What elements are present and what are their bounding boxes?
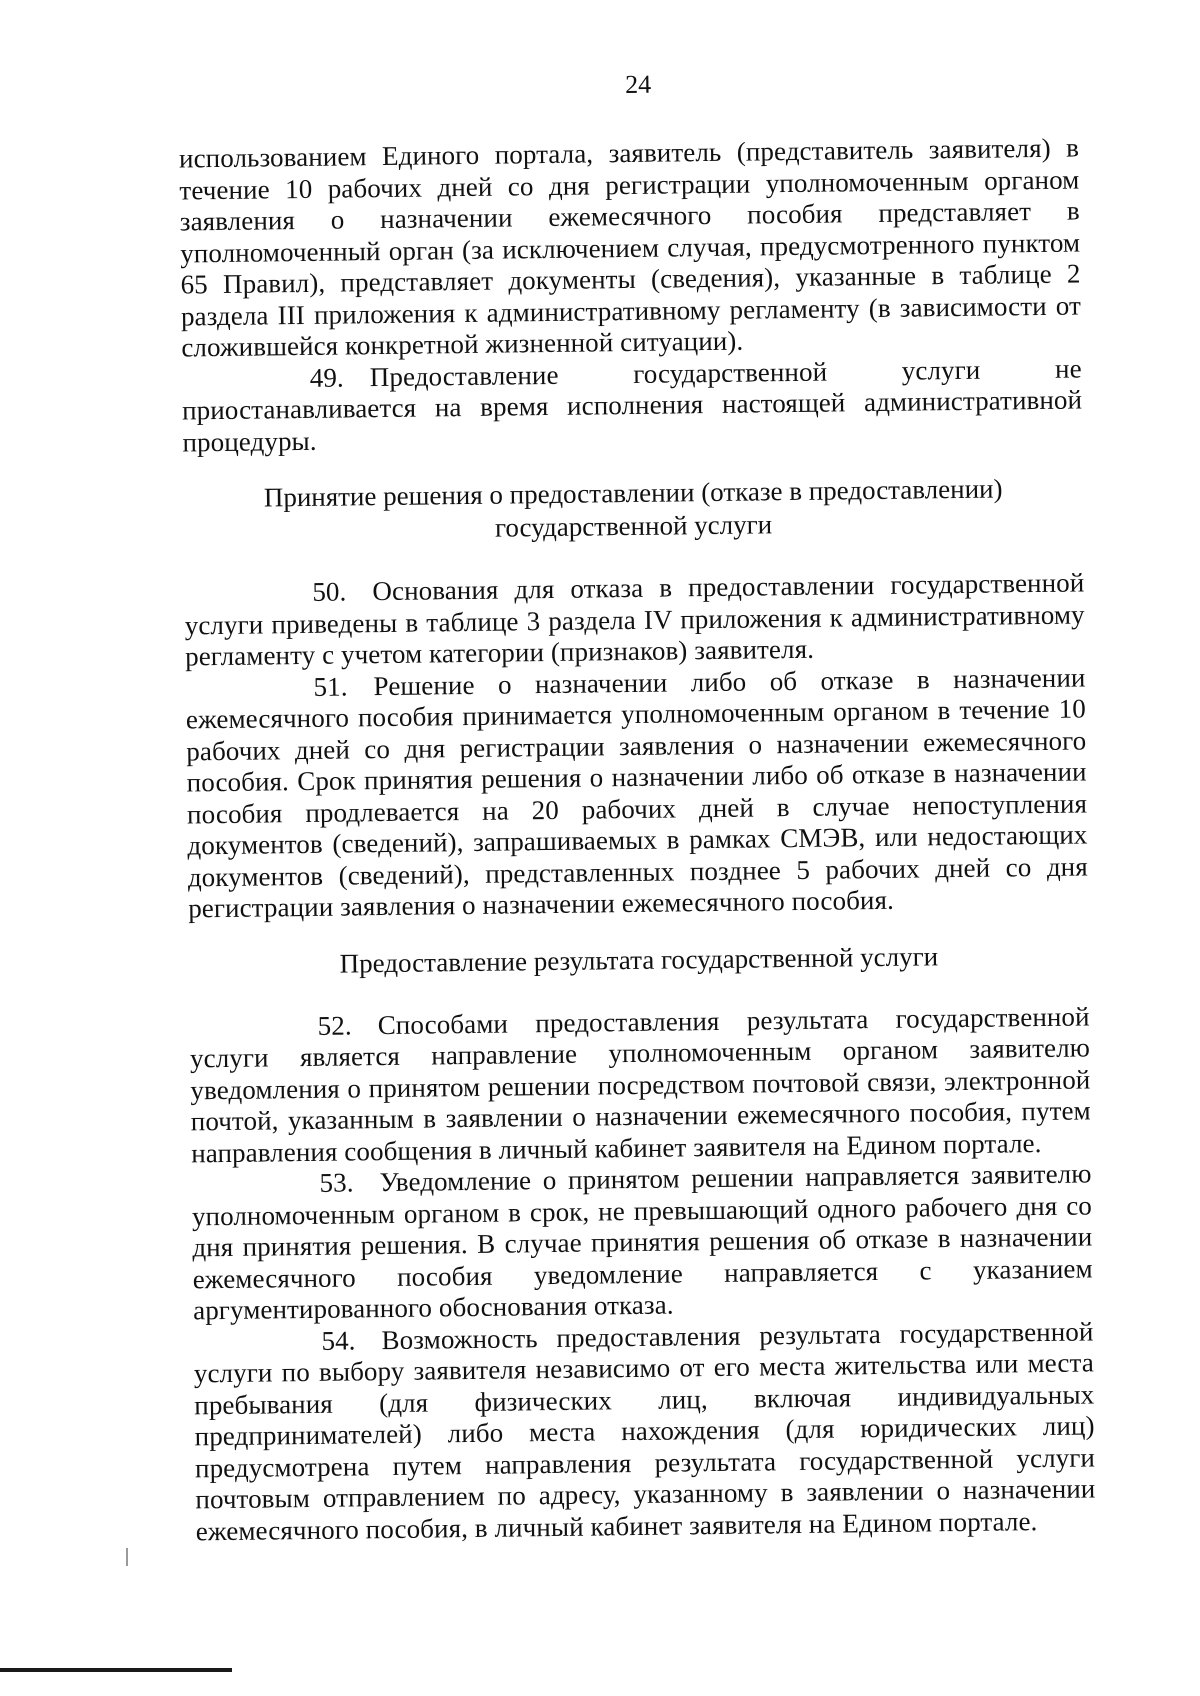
page-number: 24 xyxy=(625,69,652,100)
paragraph-number: 49. xyxy=(309,361,344,393)
numbered-paragraph xyxy=(184,567,1085,672)
paragraph-text: Возможность предоставления результата государственной услуги по выбору заявителя независимо от его места жительства или места пребывания (для физических лиц, включая индивидуальных предпринимателей) либо места нахождения (для юридических лиц) предусмотрена путем направления результата государственной услуги почтовым отправлением по адресу, указанному в заявлении о назначении ежемесячного пособия, в личный кабинет заявителя на Едином портале. xyxy=(193,1315,1096,1546)
scan-artifact-mark xyxy=(126,1548,128,1566)
document-body xyxy=(179,132,1096,1547)
paragraph-number: 54. xyxy=(321,1324,356,1356)
paragraph-text: Решение о назначении либо об отказе в назначении ежемесячного пособия принимается уполномоченным органом в течение 10 рабочих дней со дня регистрации заявления о назначении ежемесячного пособия. Срок принятия решения о назначении либо об отказе в назначении пособия продлевается на 20 рабочих дней в случае непоступления документов (сведений), запрашиваемых в рамках СМЭВ, или недостающих документов (сведений), представленных позднее 5 рабочих дней со дня регистрации заявления о назначении ежемесячного пособия. xyxy=(185,661,1088,924)
section-heading-line: государственной услуги xyxy=(494,509,773,543)
paragraph-text: использованием Единого портала, заявитель (представитель заявителя) в течение 10 рабочих дней со дня регистрации уполномоченным органом заявления о назначении ежемесячного пособия представляет в уполномоченный орган (за исключением случая, предусмотренного пунктом 65 Правил), представляет документы (сведения), указанные в таблице 2 раздела III приложения к административному регламенту (в зависимости от сложившейся конкретной жизненной ситуации). xyxy=(178,132,1082,363)
section-heading-line: Предоставление результата государственной услуги xyxy=(339,940,939,979)
section-heading xyxy=(189,938,1089,982)
numbered-paragraph xyxy=(182,353,1083,458)
scan-edge-line xyxy=(0,1668,232,1672)
paragraph-text: Основания для отказа в предоставлении государственной услуги приведены в таблице 3 раздела IV приложения к административному регламенту с учетом категории (признаков) заявителя. xyxy=(184,567,1085,672)
numbered-paragraph xyxy=(185,662,1088,925)
numbered-paragraph xyxy=(193,1316,1096,1547)
numbered-paragraph xyxy=(189,1001,1091,1169)
paragraph-text: Предоставление государственной услуги не приостанавливается на время исполнения настоящей административной процедуры. xyxy=(181,352,1083,457)
paragraph-number: 51. xyxy=(313,670,348,702)
paragraph-number: 50. xyxy=(312,576,347,607)
section-heading xyxy=(183,471,1084,548)
section-heading-line: Принятие решения о предоставлении (отказе в предоставлении) xyxy=(263,473,1003,513)
paragraph-text: Способами предоставления результата государственной услуги является направление уполномоченным органом заявителю уведомления о принятом решении посредством почтовой связи, электронной почтой, указанным в заявлении о назначении ежемесячного пособия, путем направления сообщения в личный кабинет заявителя на Едином портале. xyxy=(189,1000,1091,1168)
paragraph-text: Уведомление о принятом решении направляется заявителю уполномоченным органом в срок, не превышающий одного рабочего дня со дня принятия решения. В случае принятия решения об отказе в назначении ежемесячного пособия уведомление направляется с указанием аргументированного обоснования отказа. xyxy=(191,1158,1093,1326)
paragraph-number: 52. xyxy=(317,1009,352,1041)
paragraph xyxy=(179,132,1082,363)
document-sheet xyxy=(178,65,1096,1548)
numbered-paragraph xyxy=(191,1158,1093,1326)
paragraph-number: 53. xyxy=(319,1167,354,1198)
